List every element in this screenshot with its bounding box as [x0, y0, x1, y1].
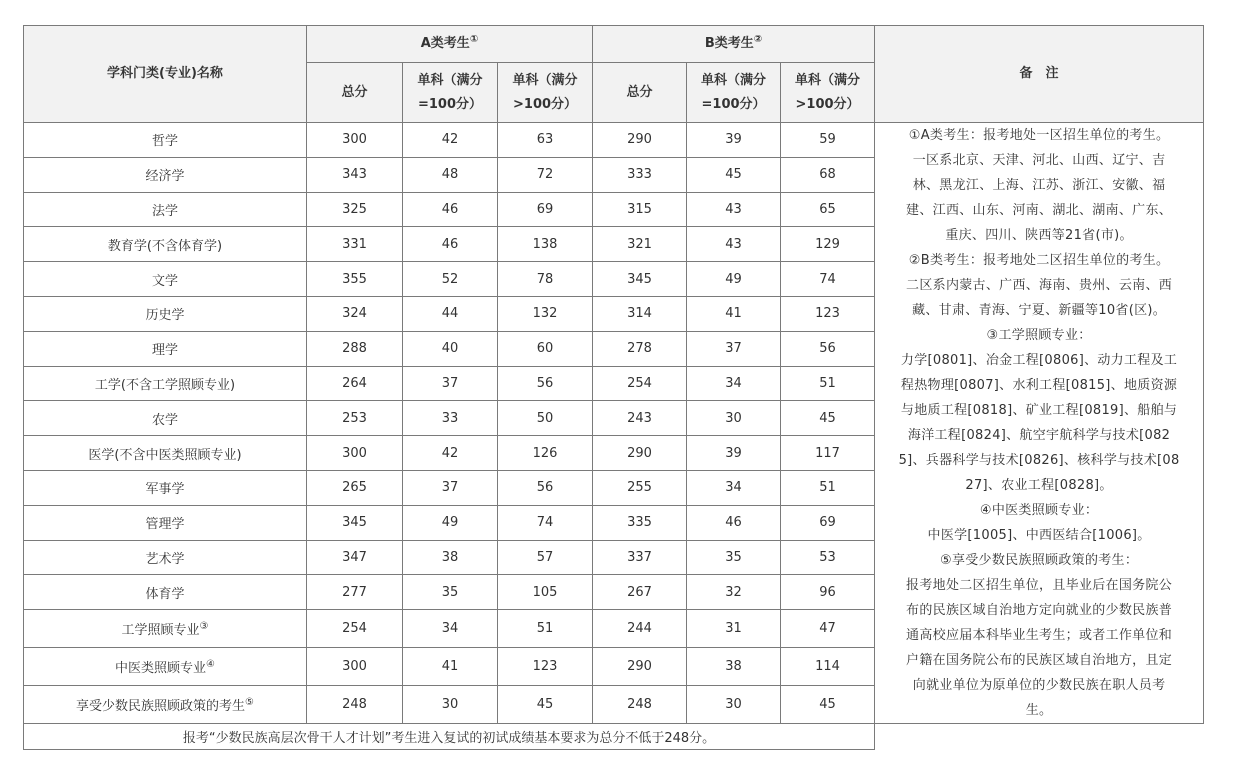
subject-name-cell — [24, 505, 307, 540]
b-total-cell: 267 — [593, 575, 687, 610]
a-total-cell: 253 — [307, 401, 403, 436]
a-single-over-cell: 60 — [498, 331, 593, 366]
subject-name: 享受少数民族照顾政策的考生 — [76, 698, 246, 714]
a-total-cell: 300 — [307, 648, 403, 686]
b-single-over-cell: 96 — [781, 575, 875, 610]
a-single-over-cell: 63 — [498, 123, 593, 158]
b-single-over-cell: 51 — [781, 470, 875, 505]
b-total-cell: 290 — [593, 123, 687, 158]
a-single-100-cell: 35 — [403, 575, 498, 610]
a-total-cell: 264 — [307, 366, 403, 401]
b-single-100-cell: 39 — [687, 123, 781, 158]
b-total-cell: 345 — [593, 262, 687, 297]
footnote-mark: ④ — [206, 658, 215, 670]
b-single-over-cell: 53 — [781, 540, 875, 575]
subject-name-cell — [24, 192, 307, 227]
subject-name-cell — [24, 331, 307, 366]
remark-line: 建、江西、山东、河南、湖北、湖南、广东、 — [906, 203, 1173, 218]
a-single-100-cell: 30 — [403, 685, 498, 723]
b-total-cell: 335 — [593, 505, 687, 540]
a-single-100-cell: 49 — [403, 505, 498, 540]
subject-name-cell — [24, 685, 307, 723]
remark-line: 林、黑龙江、上海、江苏、浙江、安徽、福 — [912, 178, 1166, 193]
b-single-over-cell: 51 — [781, 366, 875, 401]
a-total-cell: 355 — [307, 262, 403, 297]
b-total-cell: 314 — [593, 296, 687, 331]
b-total-cell: 254 — [593, 366, 687, 401]
a-single-over-cell: 138 — [498, 227, 593, 262]
a-total-cell: 265 — [307, 470, 403, 505]
b-single-100-cell: 31 — [687, 610, 781, 648]
a-single-100-cell: 38 — [403, 540, 498, 575]
subject-name: 工学照顾专业 — [121, 623, 200, 639]
a-single-over-cell: 56 — [498, 366, 593, 401]
b-total-cell: 243 — [593, 401, 687, 436]
group-a-header: A类考生① — [307, 26, 593, 63]
footnote-row — [24, 724, 1204, 750]
b-single-over-header: 单科（满分 >100分） — [781, 63, 875, 123]
subject-name-cell — [24, 575, 307, 610]
subject-name-cell — [24, 227, 307, 262]
b-single-over-cell: 117 — [781, 436, 875, 471]
b-single-100-cell: 41 — [687, 296, 781, 331]
a-total-cell: 248 — [307, 685, 403, 723]
remark-line: 重庆、四川、陕西等21省(市)。 — [945, 228, 1133, 243]
b-total-cell: 333 — [593, 157, 687, 192]
subject-name-cell — [24, 296, 307, 331]
b-single-100-cell: 46 — [687, 505, 781, 540]
subject-name: 农学 — [151, 412, 178, 428]
a-total-cell: 300 — [307, 436, 403, 471]
a-single-over-cell: 51 — [498, 610, 593, 648]
b-single-over-cell: 56 — [781, 331, 875, 366]
remark-line: 报考地处二区招生单位，且毕业后在国务院公 — [906, 578, 1173, 593]
remark-line: ④中医类照顾专业： — [979, 503, 1099, 518]
b-single-over-cell: 74 — [781, 262, 875, 297]
footnote-mark: ⑤ — [245, 696, 254, 708]
remark-line: 力学[0801]、冶金工程[0806]、动力工程及工 — [900, 353, 1178, 368]
subject-name-cell — [24, 262, 307, 297]
remark-line: ⑤享受少数民族照顾政策的考生： — [939, 553, 1139, 568]
remark-line: 通高校应届本科毕业生考生；或者工作单位和 — [906, 628, 1173, 643]
b-single-over-cell: 129 — [781, 227, 875, 262]
a-single-100-cell: 46 — [403, 192, 498, 227]
a-single-over-cell: 56 — [498, 470, 593, 505]
b-single-over-cell: 123 — [781, 296, 875, 331]
b-total-cell: 290 — [593, 648, 687, 686]
score-rows — [24, 123, 1204, 724]
a-single-100-cell: 44 — [403, 296, 498, 331]
subject-name: 军事学 — [145, 482, 185, 498]
b-single-100-cell: 43 — [687, 192, 781, 227]
subject-name-cell — [24, 436, 307, 471]
subject-name: 经济学 — [145, 169, 185, 185]
subject-name: 艺术学 — [145, 551, 185, 567]
b-single-100-cell: 34 — [687, 366, 781, 401]
remark-line: 程热物理[0807]、水利工程[0815]、地质资源 — [900, 378, 1178, 393]
a-single-over-cell: 105 — [498, 575, 593, 610]
footnote-text: 报考“少数民族高层次骨干人才计划”考生进入复试的初试成绩基本要求为总分不低于248分。 — [24, 724, 875, 750]
remark-line: 与地质工程[0818]、矿业工程[0819]、船舶与 — [900, 403, 1178, 418]
a-single-100-cell: 34 — [403, 610, 498, 648]
b-single-100-cell: 34 — [687, 470, 781, 505]
remark-line: 一区系北京、天津、河北、山西、辽宁、吉 — [912, 153, 1166, 168]
subject-name: 医学(不含中医类照顾专业) — [88, 447, 242, 463]
a-total-cell: 345 — [307, 505, 403, 540]
a-single-100-header: 单科（满分 =100分） — [403, 63, 498, 123]
b-single-over-cell: 47 — [781, 610, 875, 648]
table-row — [24, 123, 1204, 158]
a-total-cell: 331 — [307, 227, 403, 262]
a-single-over-cell: 78 — [498, 262, 593, 297]
a-single-over-cell: 50 — [498, 401, 593, 436]
b-single-100-cell: 39 — [687, 436, 781, 471]
b-total-cell: 321 — [593, 227, 687, 262]
remark-line: 27]、农业工程[0828]。 — [965, 478, 1113, 493]
b-single-over-cell: 69 — [781, 505, 875, 540]
b-single-over-cell: 45 — [781, 401, 875, 436]
a-total-cell: 325 — [307, 192, 403, 227]
b-single-100-cell: 35 — [687, 540, 781, 575]
b-total-cell: 315 — [593, 192, 687, 227]
header-row-groups — [24, 26, 1204, 63]
a-total-cell: 254 — [307, 610, 403, 648]
b-single-100-cell: 30 — [687, 685, 781, 723]
subject-name: 文学 — [151, 273, 178, 289]
remark-line: ①A类考生：报考地处一区招生单位的考生。 — [908, 128, 1170, 143]
b-total-cell: 278 — [593, 331, 687, 366]
b-total-cell: 248 — [593, 685, 687, 723]
subject-name-cell — [24, 540, 307, 575]
remark-line: 中医学[1005]、中西医结合[1006]。 — [927, 528, 1151, 543]
remark-line: 生。 — [1025, 703, 1053, 718]
subject-name-cell — [24, 123, 307, 158]
remark-line: 藏、甘肃、青海、宁夏、新疆等10省(区)。 — [912, 303, 1167, 318]
b-single-over-cell: 65 — [781, 192, 875, 227]
b-single-100-cell: 45 — [687, 157, 781, 192]
subject-name-cell — [24, 157, 307, 192]
b-single-100-cell: 30 — [687, 401, 781, 436]
score-table — [23, 25, 1204, 750]
b-total-cell: 290 — [593, 436, 687, 471]
subject-column-header: 学科门类(专业)名称 — [24, 26, 307, 123]
b-single-over-cell: 59 — [781, 123, 875, 158]
a-single-100-cell: 37 — [403, 366, 498, 401]
remarks-cell — [875, 123, 1204, 724]
b-single-100-cell: 32 — [687, 575, 781, 610]
a-single-100-cell: 41 — [403, 648, 498, 686]
a-single-over-cell: 45 — [498, 685, 593, 723]
a-single-100-cell: 42 — [403, 123, 498, 158]
a-total-header: 总分 — [307, 63, 403, 123]
a-single-100-cell: 42 — [403, 436, 498, 471]
subject-name: 历史学 — [145, 308, 185, 324]
b-single-100-cell: 38 — [687, 648, 781, 686]
subject-name: 中医类照顾专业 — [115, 660, 207, 676]
subject-name-cell — [24, 648, 307, 686]
b-single-100-cell: 43 — [687, 227, 781, 262]
a-total-cell: 277 — [307, 575, 403, 610]
remark-line: ②B类考生：报考地处二区招生单位的考生。 — [908, 253, 1170, 268]
a-total-cell: 288 — [307, 331, 403, 366]
subject-name: 教育学(不含体育学) — [107, 238, 223, 254]
remark-line: 户籍在国务院公布的民族区域自治地方，且定 — [906, 653, 1173, 668]
a-single-100-cell: 46 — [403, 227, 498, 262]
a-total-cell: 300 — [307, 123, 403, 158]
a-single-over-cell: 69 — [498, 192, 593, 227]
b-total-cell: 337 — [593, 540, 687, 575]
subject-name: 哲学 — [151, 134, 178, 150]
b-total-cell: 244 — [593, 610, 687, 648]
b-single-over-cell: 114 — [781, 648, 875, 686]
subject-name: 工学(不含工学照顾专业) — [94, 377, 236, 393]
remark-line: 海洋工程[0824]、航空宇航科学与技术[082 — [907, 428, 1171, 443]
subject-name: 理学 — [151, 343, 178, 359]
remark-line: 布的民族区域自治地方定向就业的少数民族普 — [906, 603, 1173, 618]
b-single-100-cell: 49 — [687, 262, 781, 297]
subject-name: 法学 — [151, 203, 178, 219]
a-single-over-cell: 126 — [498, 436, 593, 471]
a-single-100-cell: 37 — [403, 470, 498, 505]
a-single-over-cell: 74 — [498, 505, 593, 540]
a-single-over-header: 单科（满分 >100分） — [498, 63, 593, 123]
a-single-100-cell: 52 — [403, 262, 498, 297]
b-single-100-cell: 37 — [687, 331, 781, 366]
subject-name-cell — [24, 610, 307, 648]
remark-line: ③工学照顾专业： — [986, 328, 1092, 343]
a-total-cell: 324 — [307, 296, 403, 331]
subject-name: 体育学 — [145, 586, 185, 602]
a-single-over-cell: 57 — [498, 540, 593, 575]
footnote-mark: ③ — [199, 621, 209, 633]
a-single-over-cell: 123 — [498, 648, 593, 686]
b-total-cell: 255 — [593, 470, 687, 505]
remarks-header: 备 注 — [875, 26, 1204, 123]
a-single-100-cell: 33 — [403, 401, 498, 436]
a-total-cell: 343 — [307, 157, 403, 192]
b-single-over-cell: 68 — [781, 157, 875, 192]
remark-line: 向就业单位为原单位的少数民族在职人员考 — [912, 678, 1166, 693]
b-single-100-header: 单科（满分 =100分） — [687, 63, 781, 123]
b-total-header: 总分 — [593, 63, 687, 123]
subject-name-cell — [24, 401, 307, 436]
b-single-over-cell: 45 — [781, 685, 875, 723]
subject-name-cell — [24, 470, 307, 505]
a-total-cell: 347 — [307, 540, 403, 575]
remark-line: 5]、兵器科学与技术[0826]、核科学与技术[08 — [898, 453, 1180, 468]
subject-name-cell — [24, 366, 307, 401]
subject-name: 管理学 — [145, 517, 185, 533]
group-b-header: B类考生② — [593, 26, 875, 63]
a-single-over-cell: 72 — [498, 157, 593, 192]
remark-line: 二区系内蒙古、广西、海南、贵州、云南、西 — [906, 278, 1173, 293]
a-single-over-cell: 132 — [498, 296, 593, 331]
a-single-100-cell: 48 — [403, 157, 498, 192]
a-single-100-cell: 40 — [403, 331, 498, 366]
